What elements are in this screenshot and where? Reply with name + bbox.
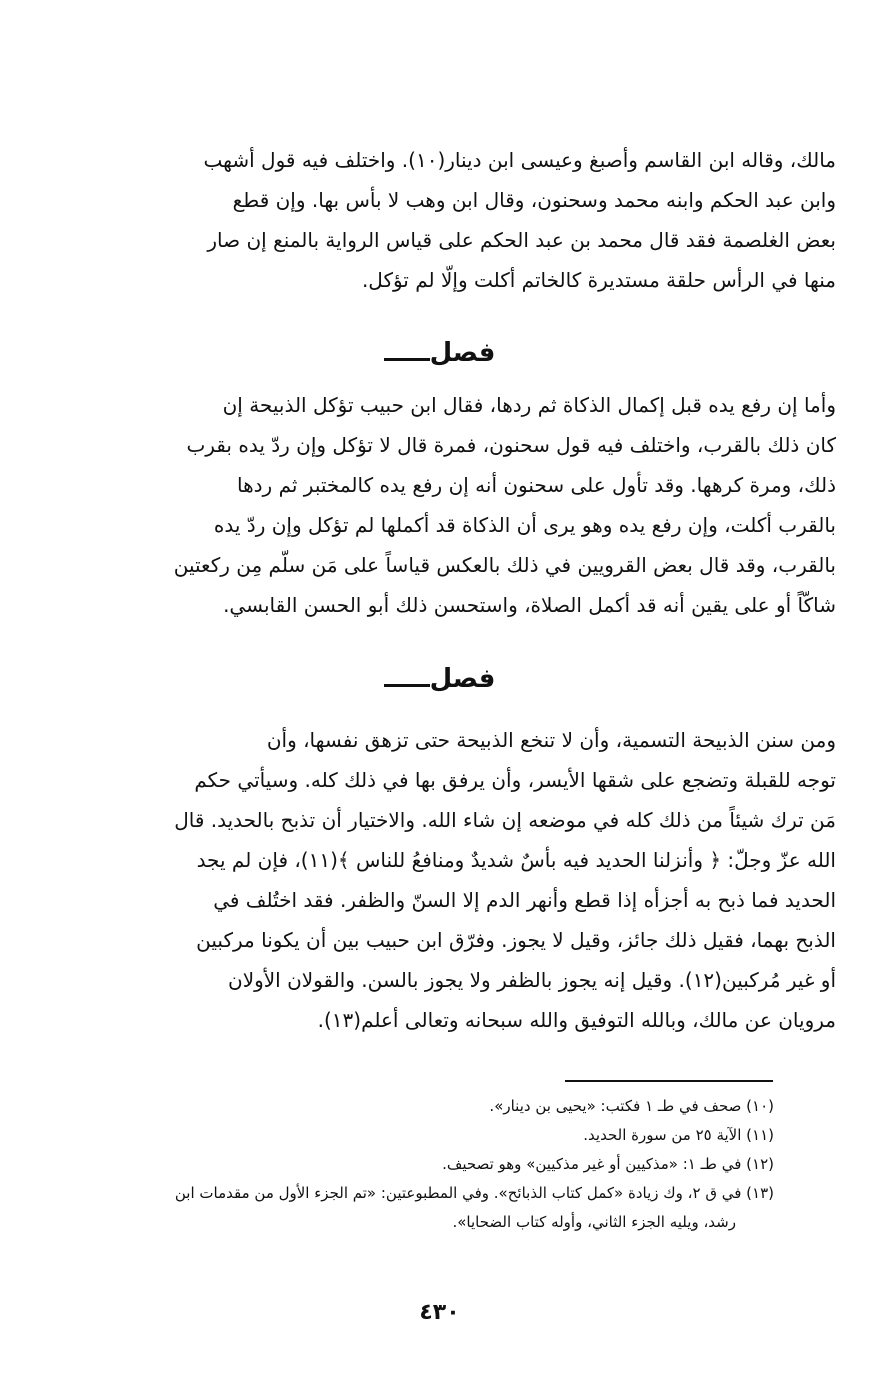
- text-line: بالقرب، وقد قال بعض القرويين في ذلك بالعكس قياساً على مَن سلّم مِن ركعتين: [173, 553, 836, 577]
- footnote-continuation: رشد، ويليه الجزء الثاني، وأوله كتاب الضحايا».: [452, 1213, 736, 1231]
- text-line: بعض الغلصمة فقد قال محمد بن عبد الحكم على قياس الرواية بالمنع إن صار: [207, 228, 836, 252]
- text-line: توجه للقبلة وتضجع على شقها الأيسر، وأن يرفق بها في ذلك كله. وسيأتي حكم: [194, 768, 836, 792]
- section-heading: [0, 338, 879, 368]
- text-line: بالقرب أكلت، وإن رفع يده وهو يرى أن الذكاة قد أكملها لم تؤكل وإن ردّ يده: [213, 513, 836, 537]
- text-line: مرويان عن مالك، وبالله التوفيق والله سبحانه وتعالى أعلم(١٣).: [317, 1008, 836, 1032]
- text-line: الحديد فما ذبح به أجزأه إذا قطع وأنهر الدم إلا السنّ والظفر. فقد اختُلف في: [213, 888, 836, 912]
- footnote: (١٠) صحف في طـ ١ فكتب: «يحيى بن دينار».: [489, 1097, 774, 1115]
- text-line: كان ذلك بالقرب، واختلف فيه قول سحنون، فمرة قال لا تؤكل وإن ردّ يده بقرب: [186, 433, 836, 457]
- paragraph-2: [44, 385, 836, 625]
- heading-underline: [384, 684, 430, 687]
- footnote: (١٣) في ق ٢، وك زيادة «كمل كتاب الذبائح». وفي المطبوعتين: «تم الجزء الأول من مقدمات ابن: [174, 1184, 774, 1202]
- section-heading: [0, 664, 879, 694]
- text-line: وابن عبد الحكم وابنه محمد وسحنون، وقال ابن وهب لا بأس بها. وإن قطع: [232, 188, 836, 212]
- text-line: أو غير مُركبين(١٢). وقيل إنه يجوز بالظفر ولا يجوز بالسن. والقولان الأولان: [228, 968, 836, 992]
- footnote: (١٢) في طـ ١: «مذكيين أو غير مذكيين» وهو تصحيف.: [442, 1155, 774, 1173]
- text-line: ذلك، ومرة كرهها. وقد تأول على سحنون أنه إن رفع يده كالمختبر ثم ردها: [237, 473, 836, 497]
- footnote-separator: [565, 1080, 773, 1082]
- section-heading-text: فصل: [429, 664, 496, 694]
- footnote: (١١) الآية ٢٥ من سورة الحديد.: [583, 1126, 774, 1144]
- text-line: شاكّاً أو على يقين أنه قد أكمل الصلاة، واستحسن ذلك أبو الحسن القابسي.: [223, 593, 836, 617]
- page-number: ٤٣٠: [419, 1300, 460, 1325]
- text-line: مَن ترك شيئاً من ذلك كله في موضعه إن شاء الله. والاختيار أن تذبح بالحديد. قال: [174, 808, 836, 832]
- heading-underline: [384, 358, 430, 361]
- text-line: منها في الرأس حلقة مستديرة كالخاتم أكلت وإلّا لم تؤكل.: [361, 268, 836, 292]
- paragraph-1: [44, 140, 836, 300]
- text-line: ومن سنن الذبيحة التسمية، وأن لا تنخع الذبيحة حتى تزهق نفسها، وأن: [266, 728, 836, 752]
- text-line: مالك، وقاله ابن القاسم وأصبغ وعيسى ابن دينار(١٠). واختلف فيه قول أشهب: [203, 148, 836, 172]
- text-line: الذبح بهما، فقيل ذلك جائز، وقيل لا يجوز. وفرّق ابن حبيب بين أن يكونا مركبين: [196, 928, 836, 952]
- section-heading-text: فصل: [429, 338, 496, 368]
- text-line: الله عزّ وجلّ: ﴿ وأنزلنا الحديد فيه بأسٌ شديدٌ ومنافعُ للناس ﴾(١١)، فإن لم يجد: [196, 848, 836, 872]
- text-line: وأما إن رفع يده قبل إكمال الذكاة ثم ردها، فقال ابن حبيب تؤكل الذبيحة إن: [222, 393, 836, 417]
- paragraph-3: [44, 720, 836, 1040]
- footnotes: [48, 1092, 774, 1237]
